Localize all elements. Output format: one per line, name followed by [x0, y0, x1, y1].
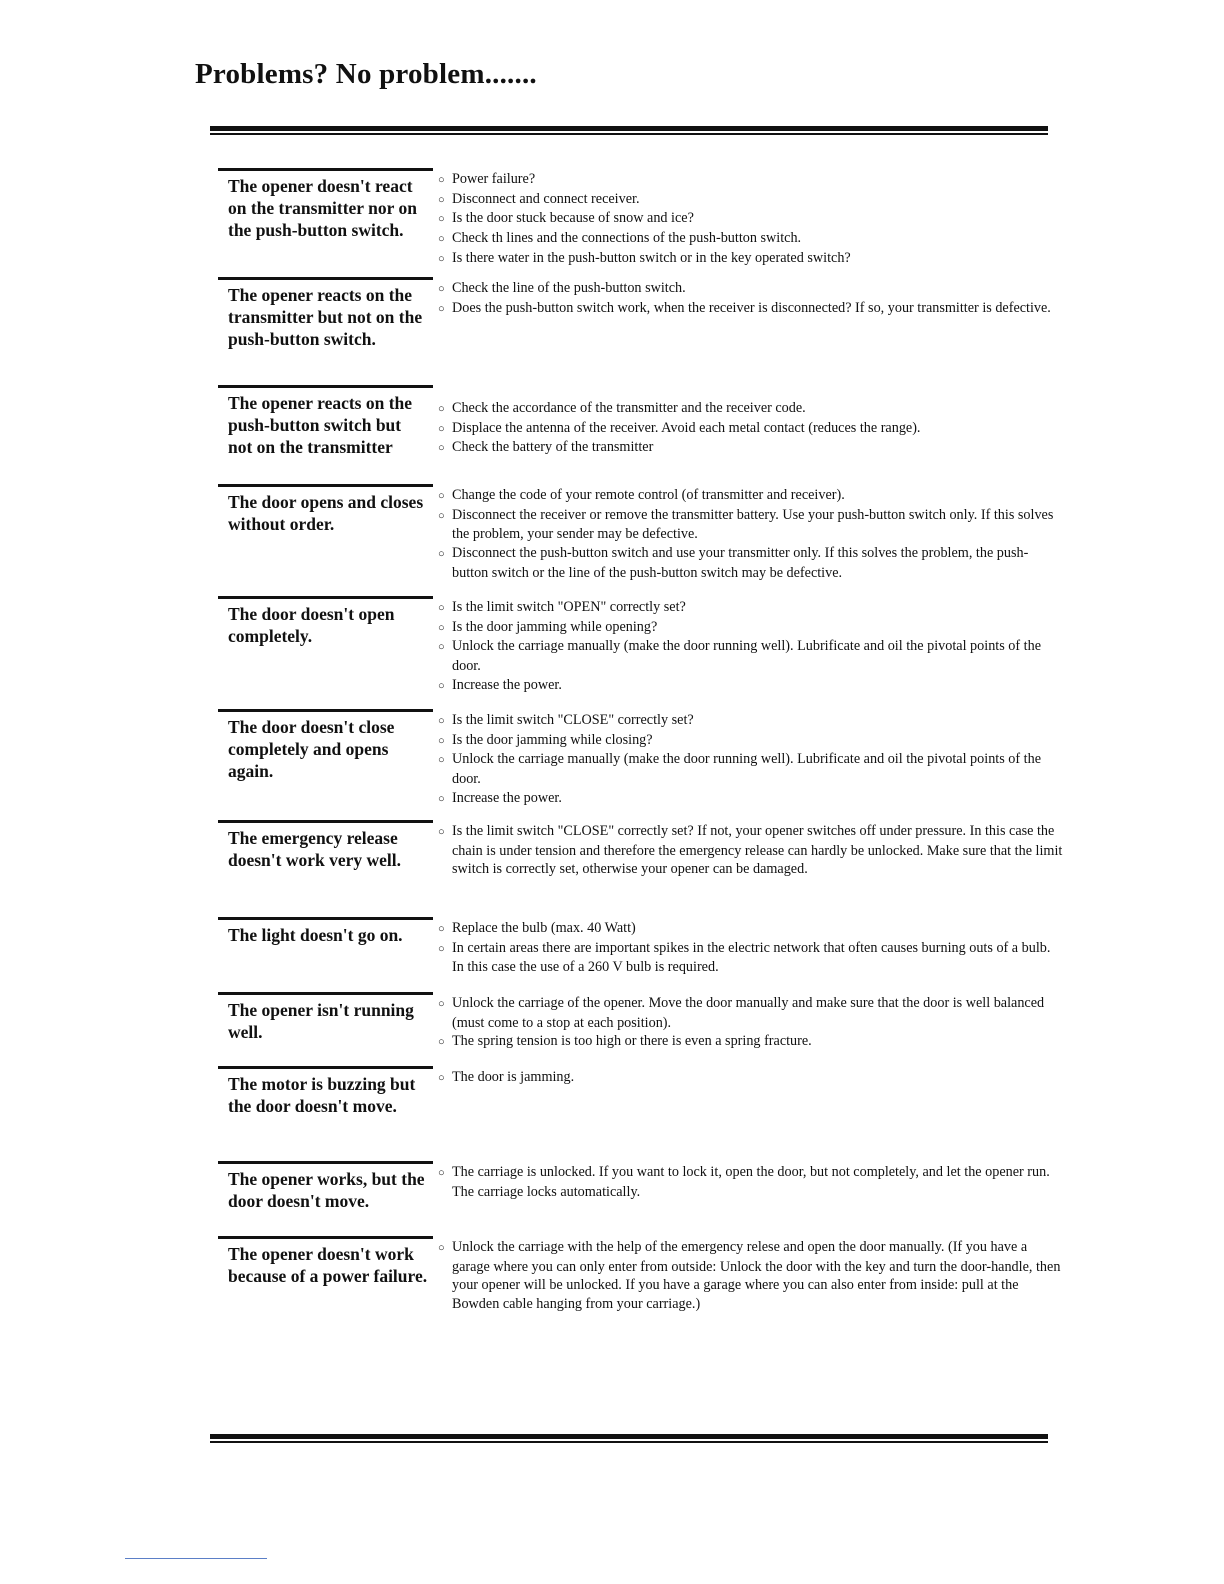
cause-item [438, 438, 1063, 458]
bullet-circle-icon: ○ [438, 1036, 445, 1049]
bullet-circle-icon: ○ [438, 213, 445, 226]
problem-text: The opener works, but the door doesn't move. [228, 1169, 425, 1211]
cause-item [438, 1163, 1063, 1201]
bullet-circle-icon: ○ [438, 679, 445, 692]
cause-text: Is the limit switch "OPEN" correctly set? [452, 599, 686, 615]
bullet-circle-icon: ○ [438, 754, 445, 767]
cause-item [438, 994, 1063, 1032]
bullet-circle-icon: ○ [438, 1167, 445, 1179]
problem-text: The emergency release doesn't work very well. [228, 828, 402, 870]
row-divider [218, 1161, 433, 1164]
bullet-circle-icon: ○ [438, 942, 445, 955]
bullet-circle-icon: ○ [438, 602, 445, 614]
bullet-circle-icon: ○ [438, 792, 445, 805]
bullet-circle-icon: ○ [438, 1072, 445, 1084]
row-divider [218, 709, 433, 712]
bullet-circle-icon: ○ [438, 302, 445, 315]
cause-text: Disconnect and connect receiver. [452, 190, 640, 207]
footer-link-underline [125, 1558, 267, 1559]
cause-list [438, 1238, 1063, 1314]
bottom-double-rule [210, 1434, 1048, 1443]
problem-text: The light doesn't go on. [228, 925, 403, 945]
problem-text: The opener doesn't react on the transmitter nor on the push-button switch. [228, 176, 417, 240]
problem-text: The door opens and closes without order. [228, 492, 424, 534]
row-divider [218, 277, 433, 280]
bullet-circle-icon: ○ [438, 621, 445, 634]
row-divider [218, 385, 433, 388]
cause-list [438, 711, 1063, 809]
row-divider [218, 168, 433, 171]
bullet-circle-icon: ○ [438, 252, 445, 265]
cause-list [438, 170, 1063, 269]
cause-list [438, 919, 1063, 977]
row-divider [218, 992, 433, 995]
cause-text: The door is jamming. [452, 1069, 575, 1085]
cause-text: Change the code of your remote control (of transmitter and receiver). [452, 487, 845, 503]
cause-item [438, 637, 1063, 675]
cause-text: Check the accordance of the transmitter and the receiver code. [452, 400, 806, 416]
cause-text: Disconnect the receiver or remove the transmitter battery. Use your push-button switch only. If this solves the problem, your sender may be defective. [452, 506, 1054, 543]
cause-text: Displace the antenna of the receiver. Avoid each metal contact (reduces the range). [452, 419, 921, 436]
cause-item [438, 1068, 1063, 1088]
cause-item [438, 170, 1063, 190]
bullet-circle-icon: ○ [438, 442, 445, 455]
cause-list [438, 822, 1063, 879]
cause-text: Is there water in the push-button switch or in the key operated switch? [452, 249, 851, 266]
cause-text: The spring tension is too high or there is even a spring fracture. [452, 1033, 812, 1050]
cause-item [438, 299, 1063, 319]
cause-list [438, 399, 1063, 458]
bullet-circle-icon: ○ [438, 490, 445, 502]
bullet-circle-icon: ○ [438, 509, 445, 522]
cause-item [438, 711, 1063, 731]
cause-text: Is the door stuck because of snow and ice? [452, 210, 694, 227]
row-divider [218, 917, 433, 920]
cause-item [438, 789, 1063, 809]
cause-item [438, 676, 1063, 696]
bullet-circle-icon: ○ [438, 923, 445, 935]
cause-text: Disconnect the push-button switch and use your transmitter only. If this solves the problem, the push-button switch or the line of the push-button switch may be defective. [452, 545, 1029, 581]
problem-text: The door doesn't open completely. [228, 604, 395, 646]
page-title: Problems? No problem....... [195, 58, 537, 90]
bullet-circle-icon: ○ [438, 1242, 445, 1254]
cause-text: Is the limit switch "CLOSE" correctly set? If not, your opener switches off under pressure. In this case the chain is under tension and therefore the emergency release can hardly be unlocked. Make sure that the limit switch is correctly set, otherwise your opener can be damaged. [452, 823, 1063, 878]
cause-item [438, 618, 1063, 638]
cause-text: Is the door jamming while opening? [452, 618, 658, 635]
cause-item [438, 750, 1063, 788]
cause-item [438, 486, 1063, 506]
bullet-circle-icon: ○ [438, 715, 445, 727]
cause-item [438, 939, 1063, 977]
cause-text: Increase the power. [452, 676, 562, 693]
cause-item [438, 822, 1063, 879]
cause-text: In certain areas there are important spikes in the electric network that often causes burning outs of a bulb. In this case the use of a 260 V bulb is required. [452, 939, 1051, 976]
cause-text: Unlock the carriage of the opener. Move the door manually and make sure that the door is well balanced (must come to a stop at each position). [452, 995, 1045, 1031]
bullet-circle-icon: ○ [438, 403, 445, 415]
cause-item [438, 249, 1063, 269]
cause-text: Replace the bulb (max. 40 Watt) [452, 920, 636, 936]
row-divider [218, 820, 433, 823]
top-double-rule [210, 126, 1048, 135]
cause-text: Is the limit switch "CLOSE" correctly set? [452, 712, 694, 728]
cause-text: The carriage is unlocked. If you want to lock it, open the door, but not completely, and let the opener run. The carriage locks automatically. [452, 1164, 1050, 1200]
cause-item [438, 190, 1063, 210]
cause-text: Check the line of the push-button switch. [452, 280, 686, 296]
problem-text: The door doesn't close completely and opens again. [228, 717, 395, 781]
cause-item [438, 731, 1063, 751]
cause-item [438, 229, 1063, 249]
cause-text: Does the push-button switch work, when the receiver is disconnected? If so, your transmitter is defective. [452, 299, 1051, 316]
bullet-circle-icon: ○ [438, 826, 445, 838]
cause-text: Check the battery of the transmitter [452, 439, 654, 456]
row-divider [218, 484, 433, 487]
cause-list [438, 1163, 1063, 1201]
bullet-circle-icon: ○ [438, 998, 445, 1010]
problem-text: The motor is buzzing but the door doesn't move. [228, 1074, 416, 1116]
row-divider [218, 1066, 433, 1069]
cause-text: Increase the power. [452, 789, 562, 806]
cause-list [438, 486, 1063, 583]
cause-item [438, 1032, 1063, 1052]
bullet-circle-icon: ○ [438, 193, 445, 206]
problem-text: The opener reacts on the transmitter but not on the push-button switch. [228, 285, 423, 349]
cause-item [438, 399, 1063, 419]
row-divider [218, 1236, 433, 1239]
cause-list [438, 994, 1063, 1052]
cause-list [438, 279, 1063, 318]
bullet-circle-icon: ○ [438, 734, 445, 747]
cause-text: Unlock the carriage manually (make the door running well). Lubrificate and oil the pivotal points of the door. [452, 638, 1041, 675]
problem-text: The opener doesn't work because of a power failure. [228, 1244, 428, 1286]
bullet-circle-icon: ○ [438, 548, 445, 561]
cause-list [438, 598, 1063, 696]
problem-text: The opener isn't running well. [228, 1000, 414, 1042]
bullet-circle-icon: ○ [438, 422, 445, 435]
cause-item [438, 598, 1063, 618]
cause-text: Is the door jamming while closing? [452, 731, 653, 748]
cause-item [438, 544, 1063, 582]
cause-item [438, 279, 1063, 299]
cause-item [438, 209, 1063, 229]
cause-text: Unlock the carriage with the help of the emergency relese and open the door manually. (If you have a garage where you can only enter from outside: Unlock the door with the key and turn the door-handle, then your opener will be unlocked. If you have a garage where you can also enter from inside: pull at the Bowden cable hanging from your carriage.) [452, 1239, 1061, 1313]
problem-text: The opener reacts on the push-button switch but not on the transmitter [228, 393, 413, 457]
cause-item [438, 506, 1063, 544]
cause-text: Unlock the carriage manually (make the door running well). Lubrificate and oil the pivotal points of the door. [452, 751, 1041, 788]
row-divider [218, 596, 433, 599]
cause-text: Check th lines and the connections of the push-button switch. [452, 230, 802, 247]
bullet-circle-icon: ○ [438, 174, 445, 186]
cause-text: Power failure? [452, 171, 536, 187]
bullet-circle-icon: ○ [438, 283, 445, 295]
bullet-circle-icon: ○ [438, 233, 445, 246]
cause-list [438, 1068, 1063, 1088]
cause-item [438, 1238, 1063, 1314]
cause-item [438, 919, 1063, 939]
bullet-circle-icon: ○ [438, 641, 445, 654]
cause-item [438, 419, 1063, 439]
